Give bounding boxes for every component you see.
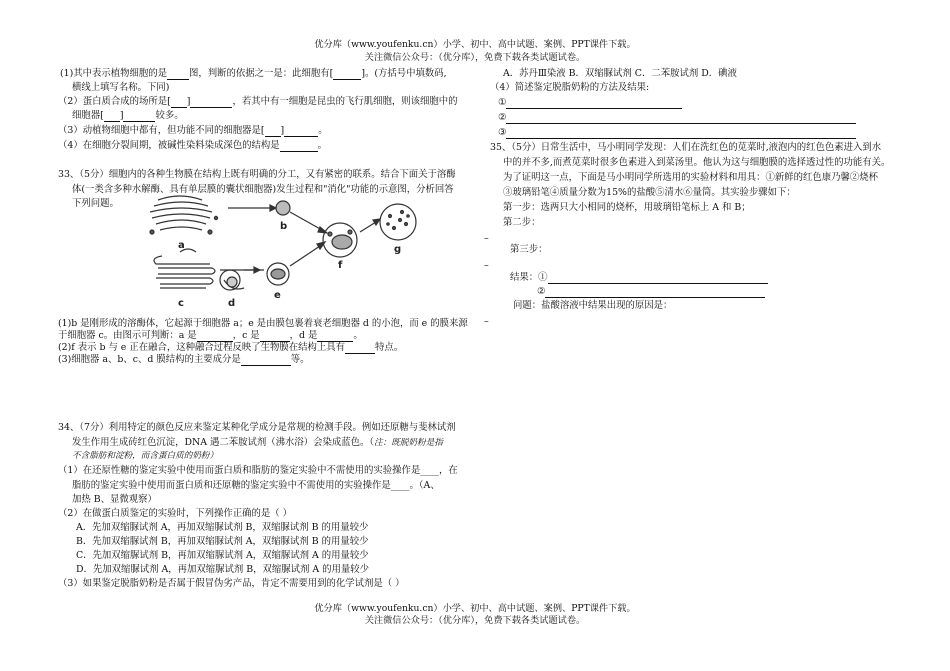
q34-blank-2: ②: [498, 111, 856, 124]
dash-marker-2: –: [484, 260, 489, 271]
fig-label-c: c: [178, 298, 184, 309]
q34-line-4: （1）在还原性糖的鉴定实验中使用而蛋白质和脂肪的鉴定实验中不需使用的实验操作是____，在: [58, 465, 458, 476]
fig-label-d: d: [228, 298, 236, 309]
q33-line-1: 33、（5分）细胞内的各种生物膜在结构上既有明确的分工，又有紧密的联系。结合下面关于溶酶: [58, 169, 456, 180]
q35-line-1: 35、（5分）日常生活中，马小明同学发现：人们在洗红色的苋菜时,液泡内的红色色素进入到水: [490, 142, 882, 153]
q35-step-3: 第三步：: [510, 244, 548, 255]
footer-line-2: 关注微信公众号：（优分库），免费下载各类试题试卷。: [364, 615, 586, 626]
q34-option-b: B．先加双缩脲试剂 B，再加双缩脲试剂 A，双缩脲试剂 B 的用量较少: [76, 536, 369, 547]
q34-option-d: D．先加双缩脲试剂 A，再加双缩脲试剂 B，双缩脲试剂 A 的用量较少: [76, 564, 369, 575]
fig-label-a: a: [178, 240, 185, 251]
q35-result-1: 结果：①: [510, 271, 768, 284]
q35-step-2: 第二步：: [503, 217, 541, 228]
q35-line-4: ③玻璃铅笔④质量分数为15%的盐酸⑤清水⑥量筒。其实验步骤如下：: [503, 187, 796, 198]
q34-line-1: 34、（7分）利用特定的颜色反应来鉴定某种化学成分是常规的检测手段。例如还原糖与斐林试剂: [58, 422, 456, 433]
q32-line-2: 横线上填写名称。下同): [72, 82, 170, 93]
fig-label-g: g: [394, 244, 402, 255]
q33-sub2: (2)f 表示 b 与 e 正在融合，这种融合过程反映了生物膜在结构上具有 特点。: [58, 342, 404, 353]
q35-step-1: 第一步：选两只大小相同的烧杯，用玻璃铅笔标上 A 和 B；: [503, 202, 751, 213]
q33-sub1-line-2: 于细胞器 c。由图示可判断：a 是 ，c 是 ，d 是 。: [58, 330, 363, 341]
header-line-1: 优分库（www.youfenku.cn）小学、初中、高中试题、案例、PPT课件下载。: [314, 39, 636, 50]
q33-line-3: 下列问题。: [72, 198, 119, 209]
fig-label-b: b: [280, 221, 288, 232]
q32-line-4: 细胞器[ ] 较多。: [72, 110, 184, 121]
q34-sub4: （4）简述鉴定脱脂奶粉的方法及结果:: [490, 82, 650, 93]
q32-line-3: （2）蛋白质合成的场所是[ ] ，若其中有一细胞是昆虫的飞行肌细胞，则该细胞中的: [58, 96, 458, 107]
dash-marker-3: –: [484, 316, 489, 327]
q34-option-a: A．先加双缩脲试剂 A，再加双缩脲试剂 B，双缩脲试剂 B 的用量较少: [76, 522, 369, 533]
q34-option-c: C．先加双缩脲试剂 B，再加双缩脲试剂 A，双缩脲试剂 A 的用量较少: [76, 550, 369, 561]
golgi-apparatus-a: [150, 196, 218, 234]
q33-sub1-line-1: (1)b 是刚形成的溶酶体，它起源于细胞器 a；e 是由膜包裹着衰老细胞器 d 的小泡，而 e 的膜来源: [58, 318, 468, 329]
q33-line-2: 体(一类含多种水解酶、具有单层膜的囊状细胞器)发生过程和"消化"功能的示意图，分析回答: [72, 184, 454, 195]
fig-label-e: e: [274, 290, 281, 301]
endoplasmic-reticulum-c: [154, 249, 215, 288]
q35-result-2: ②: [537, 285, 765, 298]
header-line-2: 关注微信公众号：（优分库），免费下载各类试题试卷。: [364, 52, 586, 63]
q32-line-5: （3）动植物细胞中都有，但功能不同的细胞器是[ ] 。: [58, 125, 328, 136]
q34-blank-1: ①: [498, 96, 682, 109]
dash-marker-1: –: [484, 233, 489, 244]
q32-line-1: (1)其中表示植物细胞的是 图，判断的依据之一是：此细胞有[ ]。(方括号中填数码,: [60, 68, 447, 79]
q34-line-8: （3）如果鉴定脱脂奶粉是否属于假冒伪劣产品，肯定不需要用到的化学试剂是（ ）: [58, 578, 405, 589]
q35-line-2: 中的并不多,而煮苋菜时很多色素进入到菜汤里。他认为这与细胞膜的选择透过性的功能有关。: [503, 157, 891, 168]
q34-line-6: 加热 B、显微观察）: [72, 494, 157, 505]
footer-line-1: 优分库（www.youfenku.cn）小学、初中、高中试题、案例、PPT课件下载。: [314, 603, 636, 614]
q34-line-5: 脂肪的鉴定实验中使用而蛋白质和还原糖的鉴定实验中不需使用的实验操作是____。（A、: [72, 480, 440, 491]
q35-question: 问题：盐酸溶液中结果出现的原因是：: [513, 300, 673, 311]
lysosome-diagram: [140, 188, 430, 313]
q35-line-3: 为了证明这一点，下面是马小明同学所选用的实验材料和用具：①新鲜的红色康乃馨②烧杯: [503, 172, 879, 183]
q33-sub3: (3)细胞器 a、b、c、d 膜结构的主要成分是 等。: [58, 354, 310, 365]
q34-line-7: （2）在做蛋白质鉴定的实验时，下列操作正确的是（ ）: [58, 508, 292, 519]
fig-label-f: f: [338, 260, 343, 271]
q34-line-3: 不含脂肪和淀粉，而含蛋白质的奶粉）: [72, 451, 219, 461]
q32-line-6: （4）在细胞分裂间期，被碱性染料染成深色的结构是 。: [58, 140, 327, 151]
q34-line-2: 发生作用生成砖红色沉淀，DNA 遇二苯胺试剂（沸水浴）会染成蓝色。（注：既脱奶粉是指: [72, 437, 443, 448]
q34-options-right: A．苏丹Ⅲ染液 B．双缩脲试剂 C．二苯胺试剂 D．碘液: [503, 68, 737, 79]
q34-blank-3: ③: [498, 126, 856, 139]
